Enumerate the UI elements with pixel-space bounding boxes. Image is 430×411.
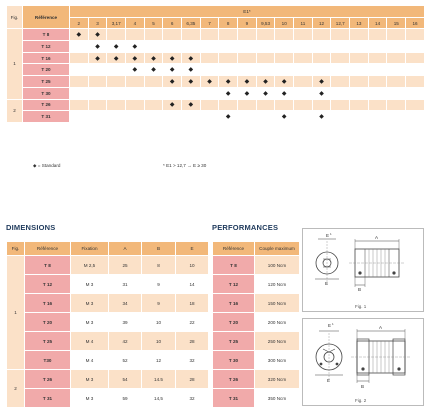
table-cell bbox=[219, 52, 238, 64]
header-reference: Référence bbox=[23, 6, 70, 29]
table-cell bbox=[88, 111, 107, 123]
table-cell bbox=[350, 87, 369, 99]
table-cell bbox=[163, 29, 182, 41]
table-cell bbox=[331, 29, 350, 41]
table-cell bbox=[406, 76, 425, 88]
fig-group-1: 1 bbox=[7, 29, 23, 99]
table-cell bbox=[387, 41, 406, 53]
table-cell bbox=[312, 64, 331, 76]
table-cell bbox=[88, 87, 107, 99]
table-cell bbox=[200, 41, 219, 53]
standard-diamond-icon: ◆ bbox=[144, 52, 163, 64]
fig-group-2: 2 bbox=[7, 99, 23, 122]
table-cell bbox=[256, 64, 275, 76]
fig-group-1: 1 bbox=[7, 256, 25, 370]
table-cell bbox=[182, 87, 201, 99]
table-cell bbox=[144, 41, 163, 53]
row-reference: T 31 bbox=[213, 389, 255, 408]
standard-diamond-icon: ◆ bbox=[163, 76, 182, 88]
cell-a: 52 bbox=[109, 351, 142, 370]
figure-2 bbox=[302, 318, 424, 406]
cell-e: 22 bbox=[176, 313, 209, 332]
fig1-label-e1: E bbox=[326, 233, 330, 238]
standard-diamond-icon: ◆ bbox=[88, 41, 107, 53]
standard-diamond-icon: ◆ bbox=[256, 87, 275, 99]
row-reference: T 26 bbox=[23, 99, 70, 111]
header-size: 14 bbox=[368, 17, 387, 29]
table-cell bbox=[294, 64, 313, 76]
table-cell bbox=[144, 99, 163, 111]
table-cell bbox=[406, 87, 425, 99]
performances-header: Couple maximum bbox=[255, 242, 300, 256]
table-cell bbox=[107, 64, 126, 76]
cell-couple: 250 Ncm bbox=[255, 332, 300, 351]
cell-a: 31 bbox=[109, 275, 142, 294]
table-cell bbox=[70, 99, 89, 111]
table-cell bbox=[107, 76, 126, 88]
standard-diamond-icon: ◆ bbox=[88, 29, 107, 41]
table-cell bbox=[350, 99, 369, 111]
cell-fixation: M 3 bbox=[71, 313, 109, 332]
header-size: 2 bbox=[70, 17, 89, 29]
table-cell bbox=[350, 52, 369, 64]
table-cell bbox=[107, 111, 126, 123]
dimensions-header: Fixation bbox=[71, 242, 109, 256]
table-cell bbox=[238, 99, 257, 111]
table-cell bbox=[294, 76, 313, 88]
cell-b: 10 bbox=[142, 313, 176, 332]
cell-a: 42 bbox=[109, 332, 142, 351]
cell-a: 59 bbox=[109, 389, 142, 408]
table-cell bbox=[200, 99, 219, 111]
standard-diamond-icon: ◆ bbox=[219, 111, 238, 123]
table-cell bbox=[294, 87, 313, 99]
table-cell bbox=[294, 41, 313, 53]
standard-diamond-icon: ◆ bbox=[238, 76, 257, 88]
row-reference: T 31 bbox=[23, 111, 70, 123]
table-cell bbox=[163, 87, 182, 99]
row-reference: T30 bbox=[25, 351, 71, 370]
standard-diamond-icon: ◆ bbox=[126, 52, 145, 64]
cell-e: 28 bbox=[176, 332, 209, 351]
header-size: 5 bbox=[144, 17, 163, 29]
cell-b: 12 bbox=[142, 351, 176, 370]
table-cell bbox=[387, 87, 406, 99]
row-reference: T 16 bbox=[25, 294, 71, 313]
table-cell bbox=[387, 76, 406, 88]
row-reference: T 31 bbox=[25, 389, 71, 408]
cell-fixation: M 2,5 bbox=[71, 256, 109, 275]
header-size: 11 bbox=[294, 17, 313, 29]
table-cell bbox=[126, 29, 145, 41]
standard-diamond-icon: ◆ bbox=[126, 41, 145, 53]
table-cell bbox=[368, 52, 387, 64]
table-cell bbox=[70, 111, 89, 123]
table-cell bbox=[350, 64, 369, 76]
cell-b: 14,5 bbox=[142, 389, 176, 408]
table-cell bbox=[107, 87, 126, 99]
table-cell bbox=[331, 76, 350, 88]
cell-fixation: M 3 bbox=[71, 275, 109, 294]
cell-couple: 120 Ncm bbox=[255, 275, 300, 294]
table-cell bbox=[256, 29, 275, 41]
cell-couple: 100 Ncm bbox=[255, 256, 300, 275]
cell-b: 14.5 bbox=[142, 370, 176, 389]
dimensions-title: DIMENSIONS bbox=[6, 223, 56, 232]
row-reference: T 20 bbox=[25, 313, 71, 332]
table-cell bbox=[182, 41, 201, 53]
table-cell bbox=[163, 41, 182, 53]
table-cell bbox=[238, 41, 257, 53]
standard-diamond-icon: ◆ bbox=[88, 52, 107, 64]
fig2-label-e: E bbox=[327, 378, 331, 383]
table-cell bbox=[387, 99, 406, 111]
table-cell bbox=[70, 64, 89, 76]
fig2-label-e1: E bbox=[328, 323, 332, 328]
standard-diamond-icon: ◆ bbox=[275, 76, 294, 88]
table-cell bbox=[219, 29, 238, 41]
cell-fixation: M 4 bbox=[71, 351, 109, 370]
table-cell bbox=[331, 52, 350, 64]
fig1-label-e: E bbox=[325, 281, 329, 286]
dimensions-header: Fig. bbox=[7, 242, 25, 256]
table-cell bbox=[238, 29, 257, 41]
cell-a: 34 bbox=[109, 294, 142, 313]
table-cell bbox=[88, 64, 107, 76]
cell-e: 32 bbox=[176, 389, 209, 408]
table-cell bbox=[126, 87, 145, 99]
table-cell bbox=[331, 87, 350, 99]
standard-diamond-icon: ◆ bbox=[219, 76, 238, 88]
table-cell bbox=[70, 52, 89, 64]
standard-diamond-icon: ◆ bbox=[163, 99, 182, 111]
table-cell bbox=[200, 52, 219, 64]
fig-group-2: 2 bbox=[7, 370, 25, 408]
row-reference: T 20 bbox=[213, 313, 255, 332]
table-cell bbox=[256, 41, 275, 53]
table-cell bbox=[70, 76, 89, 88]
standard-diamond-icon: ◆ bbox=[144, 64, 163, 76]
table-cell bbox=[126, 76, 145, 88]
table-cell bbox=[107, 29, 126, 41]
header-size: 12,7 bbox=[331, 17, 350, 29]
header-size: 3,17 bbox=[107, 17, 126, 29]
figure-1 bbox=[302, 228, 424, 312]
table-cell bbox=[350, 111, 369, 123]
table-cell bbox=[368, 111, 387, 123]
fig1-label-b: B bbox=[358, 287, 362, 292]
fig2-caption: Fig. 2 bbox=[355, 398, 367, 403]
table-cell bbox=[406, 29, 425, 41]
table-cell bbox=[126, 111, 145, 123]
table-cell bbox=[256, 52, 275, 64]
standard-diamond-icon: ◆ bbox=[312, 111, 331, 123]
table-cell bbox=[238, 64, 257, 76]
header-size: 4 bbox=[126, 17, 145, 29]
row-reference: T 26 bbox=[213, 370, 255, 389]
cell-e: 14 bbox=[176, 275, 209, 294]
fig2-label-a: A bbox=[379, 325, 383, 330]
table-cell bbox=[256, 111, 275, 123]
table-cell bbox=[312, 52, 331, 64]
row-reference: T 16 bbox=[213, 294, 255, 313]
fig2-label-e1-sub: 1 bbox=[332, 322, 334, 326]
fig1-label-a: A bbox=[375, 235, 379, 240]
cell-b: 10 bbox=[142, 332, 176, 351]
row-reference: T 12 bbox=[23, 41, 70, 53]
table-cell bbox=[144, 87, 163, 99]
standard-diamond-icon: ◆ bbox=[312, 76, 331, 88]
standard-diamond-icon: ◆ bbox=[182, 64, 201, 76]
coupling-drawing-fig1 bbox=[303, 229, 423, 311]
header-size: 6 bbox=[163, 17, 182, 29]
table-cell bbox=[312, 29, 331, 41]
table-cell bbox=[144, 76, 163, 88]
table-cell bbox=[406, 111, 425, 123]
dimensions-header: Référence bbox=[25, 242, 71, 256]
header-size: 3 bbox=[88, 17, 107, 29]
table-cell bbox=[200, 87, 219, 99]
performances-title: PERFORMANCES bbox=[212, 223, 279, 232]
row-reference: T 20 bbox=[23, 64, 70, 76]
legend-standard: ◆ = Standard bbox=[33, 163, 61, 168]
table-cell bbox=[275, 52, 294, 64]
table-cell bbox=[200, 64, 219, 76]
header-size: 15 bbox=[387, 17, 406, 29]
cell-couple: 350 Ncm bbox=[255, 389, 300, 408]
standard-diamond-icon: ◆ bbox=[312, 87, 331, 99]
standard-diamond-icon: ◆ bbox=[275, 111, 294, 123]
table-cell bbox=[126, 99, 145, 111]
table-cell bbox=[256, 99, 275, 111]
table-cell bbox=[406, 64, 425, 76]
standard-diamond-icon: ◆ bbox=[256, 76, 275, 88]
row-reference: T 8 bbox=[213, 256, 255, 275]
cell-e: 18 bbox=[176, 294, 209, 313]
fig2-label-b: B bbox=[361, 384, 365, 389]
table-cell bbox=[275, 41, 294, 53]
table-cell bbox=[350, 41, 369, 53]
table-cell bbox=[368, 76, 387, 88]
header-size: 13 bbox=[350, 17, 369, 29]
header-fig: Fig. bbox=[7, 6, 23, 29]
row-reference: T 8 bbox=[25, 256, 71, 275]
table-cell bbox=[331, 41, 350, 53]
table-cell bbox=[406, 52, 425, 64]
dimensions-header: A bbox=[109, 242, 142, 256]
table-cell bbox=[200, 111, 219, 123]
standard-diamond-icon: ◆ bbox=[182, 76, 201, 88]
row-reference: T 25 bbox=[25, 332, 71, 351]
cell-couple: 320 Ncm bbox=[255, 370, 300, 389]
table-cell bbox=[70, 87, 89, 99]
header-e1-group: E1* bbox=[70, 6, 425, 18]
row-reference: T 12 bbox=[213, 275, 255, 294]
row-reference: T 8 bbox=[23, 29, 70, 41]
standard-diamond-icon: ◆ bbox=[182, 52, 201, 64]
table-cell bbox=[368, 99, 387, 111]
table-cell bbox=[331, 111, 350, 123]
header-size: 6,35 bbox=[182, 17, 201, 29]
standard-diamond-icon: ◆ bbox=[107, 41, 126, 53]
cell-a: 54 bbox=[109, 370, 142, 389]
standard-diamond-icon: ◆ bbox=[70, 29, 89, 41]
standard-diamond-icon: ◆ bbox=[126, 64, 145, 76]
standard-diamond-icon: ◆ bbox=[163, 64, 182, 76]
compatibility-table bbox=[6, 5, 425, 123]
cell-b: 9 bbox=[142, 294, 176, 313]
table-cell bbox=[350, 76, 369, 88]
table-cell bbox=[88, 99, 107, 111]
coupling-drawing-fig2 bbox=[303, 319, 423, 405]
cell-fixation: M 3 bbox=[71, 294, 109, 313]
standard-diamond-icon: ◆ bbox=[219, 87, 238, 99]
table-cell bbox=[331, 64, 350, 76]
row-reference: T 12 bbox=[25, 275, 71, 294]
table-cell bbox=[238, 52, 257, 64]
table-cell bbox=[182, 29, 201, 41]
table-cell bbox=[275, 64, 294, 76]
table-cell bbox=[387, 29, 406, 41]
row-reference: T 16 bbox=[23, 52, 70, 64]
cell-couple: 150 Ncm bbox=[255, 294, 300, 313]
cell-e: 32 bbox=[176, 351, 209, 370]
cell-a: 39 bbox=[109, 313, 142, 332]
table-cell bbox=[387, 52, 406, 64]
table-cell bbox=[312, 99, 331, 111]
dimensions-header: E bbox=[176, 242, 209, 256]
fig1-label-e1-sub: 1 bbox=[330, 232, 332, 236]
cell-fixation: M 3 bbox=[71, 389, 109, 408]
row-reference: T 26 bbox=[25, 370, 71, 389]
row-reference: T 25 bbox=[213, 332, 255, 351]
performances-table bbox=[212, 241, 300, 408]
table-cell bbox=[294, 99, 313, 111]
table-cell bbox=[219, 99, 238, 111]
table-cell bbox=[107, 99, 126, 111]
table-cell bbox=[406, 99, 425, 111]
table-cell bbox=[368, 64, 387, 76]
table-cell bbox=[312, 41, 331, 53]
header-size: 16 bbox=[406, 17, 425, 29]
table-cell bbox=[238, 111, 257, 123]
row-reference: T 30 bbox=[213, 351, 255, 370]
table-cell bbox=[200, 29, 219, 41]
table-cell bbox=[368, 87, 387, 99]
table-cell bbox=[294, 52, 313, 64]
header-size: 10 bbox=[275, 17, 294, 29]
table-cell bbox=[144, 29, 163, 41]
cell-b: 9 bbox=[142, 275, 176, 294]
table-cell bbox=[350, 29, 369, 41]
table-cell bbox=[163, 111, 182, 123]
row-reference: T 25 bbox=[23, 76, 70, 88]
cell-couple: 300 Ncm bbox=[255, 351, 300, 370]
standard-diamond-icon: ◆ bbox=[182, 99, 201, 111]
table-cell bbox=[144, 111, 163, 123]
cell-e: 10 bbox=[176, 256, 209, 275]
header-size: 8 bbox=[219, 17, 238, 29]
row-reference: T 30 bbox=[23, 87, 70, 99]
table-cell bbox=[88, 76, 107, 88]
header-size: 9 bbox=[238, 17, 257, 29]
cell-e: 28 bbox=[176, 370, 209, 389]
footnote-e1: * E1 > 12,7 → E ≥ 30 bbox=[163, 163, 207, 168]
cell-fixation: M 4 bbox=[71, 332, 109, 351]
header-size: 7 bbox=[200, 17, 219, 29]
table-cell bbox=[275, 99, 294, 111]
table-cell bbox=[368, 29, 387, 41]
table-cell bbox=[387, 111, 406, 123]
table-cell bbox=[368, 41, 387, 53]
cell-b: 8 bbox=[142, 256, 176, 275]
cell-a: 25 bbox=[109, 256, 142, 275]
standard-diamond-icon: ◆ bbox=[275, 87, 294, 99]
cell-couple: 200 Ncm bbox=[255, 313, 300, 332]
dimensions-table bbox=[6, 241, 209, 408]
table-cell bbox=[219, 41, 238, 53]
cell-fixation: M 3 bbox=[71, 370, 109, 389]
standard-diamond-icon: ◆ bbox=[238, 87, 257, 99]
table-cell bbox=[387, 64, 406, 76]
table-cell bbox=[275, 29, 294, 41]
table-cell bbox=[406, 41, 425, 53]
table-cell bbox=[294, 111, 313, 123]
fig1-caption: Fig. 1 bbox=[355, 304, 367, 309]
table-cell bbox=[294, 29, 313, 41]
table-cell bbox=[219, 64, 238, 76]
dimensions-header: B bbox=[142, 242, 176, 256]
standard-diamond-icon: ◆ bbox=[163, 52, 182, 64]
header-size: 12 bbox=[312, 17, 331, 29]
standard-diamond-icon: ◆ bbox=[200, 76, 219, 88]
performances-header: Référence bbox=[213, 242, 255, 256]
header-size: 9,53 bbox=[256, 17, 275, 29]
standard-diamond-icon: ◆ bbox=[107, 52, 126, 64]
table-cell bbox=[182, 111, 201, 123]
table-cell bbox=[70, 41, 89, 53]
table-cell bbox=[331, 99, 350, 111]
